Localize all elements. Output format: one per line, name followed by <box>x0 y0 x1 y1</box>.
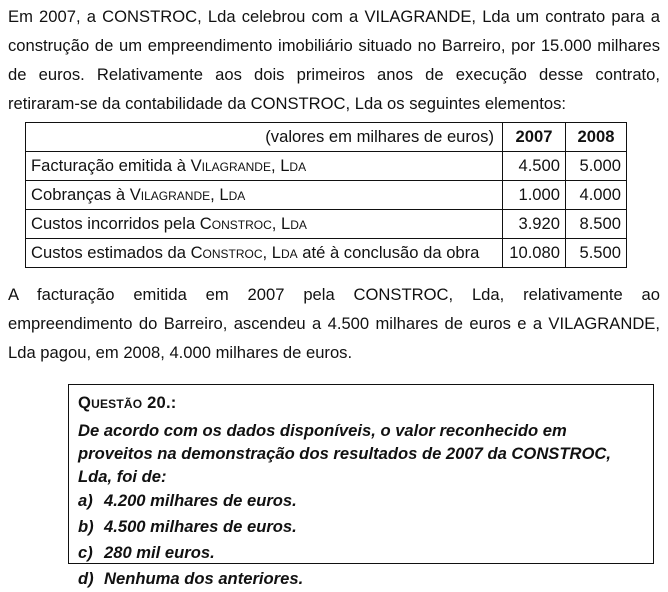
row-value-2008: 5.000 <box>566 152 627 181</box>
table-row <box>26 181 627 210</box>
row-value-2007: 4.500 <box>503 152 566 181</box>
table-header-row <box>26 123 627 152</box>
row-label: Cobranças à Vilagrande, Lda <box>26 181 503 210</box>
intro-paragraph: Em 2007, a CONSTROC, Lda celebrou com a VILAGRANDE, Lda um contrato para a construção de um empreendimento imobiliário situado no Barreiro, por 15.000 milhares de euros. Relativamente aos dois primeiros anos de execução desse contrato, retiraram-se da contabilidade da CONSTROC, Lda os seguintes elementos: <box>8 7 660 113</box>
table-row <box>26 210 627 239</box>
row-value-2008: 5.500 <box>566 239 627 268</box>
table-header-year-2007: 2007 <box>503 123 566 152</box>
row-value-2007: 1.000 <box>503 181 566 210</box>
question-text: De acordo com os dados disponíveis, o valor reconhecido em proveitos na demonstração dos resultados de 2007 da CONSTROC, Lda, foi de: <box>78 421 611 486</box>
option-d: d) Nenhuma dos anteriores. <box>78 569 304 588</box>
table-row <box>26 239 627 268</box>
row-value-2008: 4.000 <box>566 181 627 210</box>
row-label: Custos estimados da Constroc, Lda até à conclusão da obra <box>26 239 503 268</box>
option-a: a) 4.200 milhares de euros. <box>78 491 297 510</box>
question-box <box>68 384 654 588</box>
costs-table <box>25 122 627 268</box>
row-value-2008: 8.500 <box>566 210 627 239</box>
row-label: Facturação emitida à Vilagrande, Lda <box>26 152 503 181</box>
option-c: c) 280 mil euros. <box>78 543 215 562</box>
question-title: Questão 20.: <box>78 393 177 412</box>
table-header-label: (valores em milhares de euros) <box>26 123 503 152</box>
row-value-2007: 3.920 <box>503 210 566 239</box>
option-b: b) 4.500 milhares de euros. <box>78 517 297 536</box>
table-header-year-2008: 2008 <box>566 123 627 152</box>
row-value-2007: 10.080 <box>503 239 566 268</box>
context-paragraph: A facturação emitida em 2007 pela CONSTROC, Lda, relativamente ao empreendimento do Barreiro, ascendeu a 4.500 milhares de euros e a VILAGRANDE, Lda pagou, em 2008, 4.000 milhares de euros. <box>8 285 660 362</box>
table-row <box>26 152 627 181</box>
row-label: Custos incorridos pela Constroc, Lda <box>26 210 503 239</box>
